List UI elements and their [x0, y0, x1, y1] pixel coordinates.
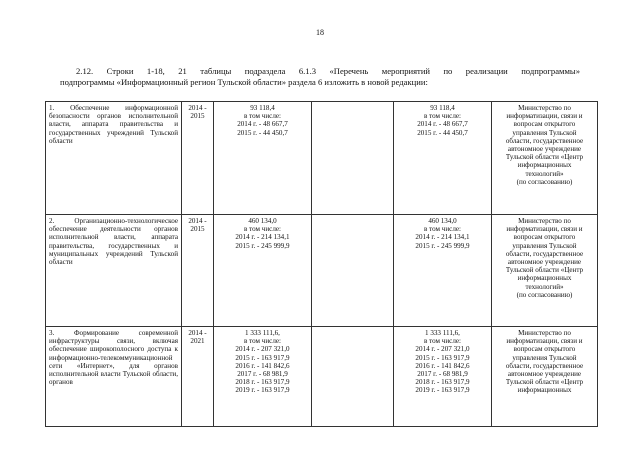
amount-line: 2014 г. - 48 667,7: [417, 120, 468, 129]
total-amount-cell: [214, 327, 312, 427]
total-amount-cell: [214, 215, 312, 327]
executor-line: вопросам открытого: [513, 120, 576, 129]
years-cell: [182, 215, 214, 327]
years-line: 2021: [190, 337, 205, 346]
executor-line: вопросам открытого: [513, 233, 576, 242]
amount-line: 2017 г. - 68 981,9: [417, 370, 468, 379]
amount-line: 2014 г. - 48 667,7: [237, 120, 288, 129]
amount-line: 1 333 111,6,: [245, 329, 280, 337]
executor-line: Тульской области «Центр: [505, 153, 584, 162]
executor-line: области, государственное: [505, 136, 584, 145]
budget-amount-cell: [394, 102, 492, 215]
activity-name-cell: [46, 102, 182, 215]
executor-line: Министерство по: [518, 104, 571, 112]
amount-line: 2016 г. - 141 842,6: [415, 361, 470, 370]
executor-line: области, государственное: [505, 361, 584, 370]
amount-line: в том числе:: [424, 225, 461, 234]
executor-cell: [492, 327, 598, 427]
activity-name: 1. Обеспечение информационной безопасности органов исполнительной власти, аппарата правительства и государственных учреждений Тульской области: [49, 104, 178, 145]
amount-line: 93 118,4: [250, 104, 275, 112]
empty-cell: [312, 327, 394, 427]
executor-line: информатизации, связи и: [506, 225, 583, 234]
budget-amount-cell: [394, 215, 492, 327]
executor-line: управления Тульской: [512, 128, 577, 137]
executor-line: области, государственное: [505, 249, 584, 258]
amount-line: 2014 г. - 207 321,0: [415, 345, 470, 354]
budget-amount-cell: [394, 327, 492, 427]
table-row: [46, 102, 598, 215]
executor-line: информатизации, связи и: [506, 337, 583, 346]
executor-line: (по согласованию): [516, 177, 573, 186]
page-number: 18: [316, 28, 324, 37]
executor-line: вопросам открытого: [513, 345, 576, 354]
executor-line: управления Тульской: [512, 353, 577, 362]
amount-line: 2015 г. - 163 917,9: [415, 353, 470, 362]
activity-name: 3. Формирование современной инфраструктуры связи, включая обеспечение широкополосного доступа к информационно-телекоммуникационной сети «Интернет», для органов исполнительной власти Тульской области, органов: [49, 329, 178, 387]
executor-line: Министерство по: [518, 329, 571, 337]
table-row: [46, 215, 598, 327]
amount-line: 1 333 111,6,: [425, 329, 460, 337]
executor-line: автономное учреждение: [507, 258, 582, 267]
amount-line: в том числе:: [244, 225, 281, 234]
amount-line: 93 118,4: [430, 104, 455, 112]
activity-name-cell: [46, 215, 182, 327]
amount-line: в том числе:: [244, 112, 281, 121]
executor-cell: [492, 215, 598, 327]
amount-line: 2015 г. - 44 450,7: [237, 128, 288, 137]
executor-cell: [492, 102, 598, 215]
years-cell: [182, 327, 214, 427]
executor-line: управления Тульской: [512, 241, 577, 250]
executor-line: Министерство по: [518, 217, 571, 225]
intro-line-1: 2.12. Строки 1-18, 21 таблицы подраздела 6.1.3 «Перечень мероприятий по реализации подпрограммы»: [76, 66, 580, 76]
executor-line: информационных: [517, 161, 572, 170]
years-cell: [182, 102, 214, 215]
years-line: 2014 -: [188, 104, 207, 112]
executor-line: (по согласованию): [516, 290, 573, 299]
intro-line-2: подпрограммы «Информационный регион Тульской области» раздела 6 изложить в новой редакции:: [60, 77, 428, 87]
activities-table: [45, 101, 598, 427]
amount-line: в том числе:: [424, 112, 461, 121]
years-line: 2015: [190, 112, 205, 121]
amount-line: 2018 г. - 163 917,9: [235, 378, 290, 387]
amount-line: 460 134,0: [248, 217, 277, 225]
executor-line: информационных: [517, 386, 572, 395]
amount-line: 2015 г. - 245 999,9: [415, 241, 470, 250]
empty-cell: [312, 102, 394, 215]
executor-line: автономное учреждение: [507, 370, 582, 379]
amount-line: 2019 г. - 163 917,9: [235, 386, 290, 395]
amount-line: 460 134,0: [428, 217, 457, 225]
years-line: 2014 -: [188, 217, 207, 225]
table-row: [46, 327, 598, 427]
total-amount-cell: [214, 102, 312, 215]
amount-line: 2016 г. - 141 842,6: [235, 361, 290, 370]
amount-line: в том числе:: [244, 337, 281, 346]
executor-line: Тульской области «Центр: [505, 266, 584, 275]
years-line: 2014 -: [188, 329, 207, 337]
intro-paragraph: [60, 66, 580, 88]
activity-name: 2. Организационно-технологическое обеспечение деятельности органов исполнительной власти, аппарата правительства, государственных и муниципальных учреждений Тульской области: [49, 217, 178, 267]
amount-line: в том числе:: [424, 337, 461, 346]
amount-line: 2015 г. - 44 450,7: [417, 128, 468, 137]
amount-line: 2014 г. - 207 321,0: [235, 345, 290, 354]
executor-line: информационных: [517, 274, 572, 283]
amount-line: 2015 г. - 245 999,9: [235, 241, 290, 250]
executor-line: автономное учреждение: [507, 145, 582, 154]
executor-line: информатизации, связи и: [506, 112, 583, 121]
amount-line: 2014 г. - 214 134,1: [235, 233, 290, 242]
executor-line: Тульской области «Центр: [505, 378, 584, 387]
executor-line: технологий»: [525, 169, 564, 178]
amount-line: 2018 г. - 163 917,9: [415, 378, 470, 387]
activity-name-cell: [46, 327, 182, 427]
amount-line: 2014 г. - 214 134,1: [415, 233, 470, 242]
amount-line: 2017 г. - 68 981,9: [237, 370, 288, 379]
amount-line: 2015 г. - 163 917,9: [235, 353, 290, 362]
empty-cell: [312, 215, 394, 327]
years-line: 2015: [190, 225, 205, 234]
executor-line: технологий»: [525, 282, 564, 291]
amount-line: 2019 г. - 163 917,9: [415, 386, 470, 395]
